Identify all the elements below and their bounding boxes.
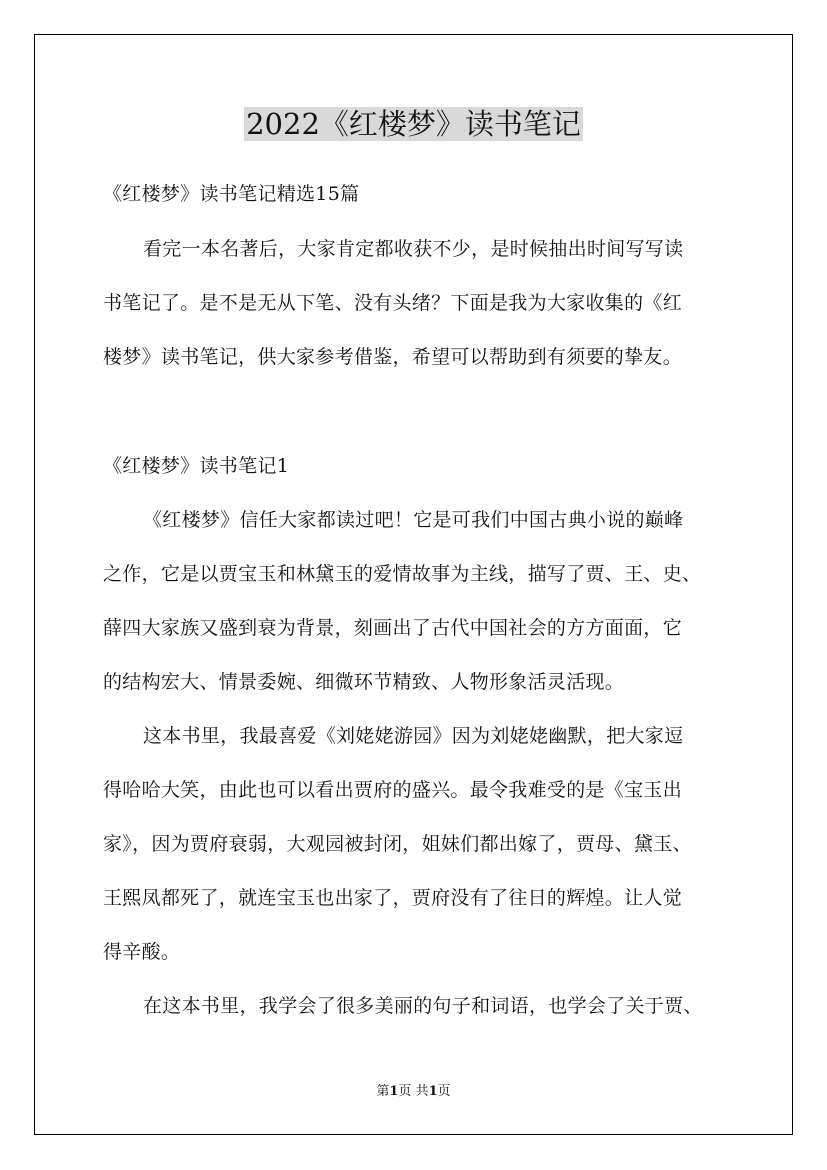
- body-line-1: 《红楼梦》信任大家都读过吧！它是可我们中国古典小说的巅峰: [143, 509, 684, 531]
- body-line-7: 家》，因为贾府衰弱，大观园被封闭，姐妹们都出嫁了，贾母、黛玉、: [103, 833, 692, 855]
- body-line-3: 薛四大家族又盛到衰为背景，刻画出了古代中国社会的方方面面，它: [103, 617, 683, 639]
- document-title-text: 2022《红楼梦》读书笔记: [246, 107, 581, 141]
- page-footer: [0, 1083, 827, 1101]
- intro-line-2: 书笔记了。是不是无从下笔、没有头绪？下面是我为大家收集的《红: [103, 292, 683, 314]
- footer-suffix: 页: [437, 1084, 451, 1099]
- intro-line-1: 看完一本名著后，大家肯定都收获不少，是时候抽出时间写写读: [143, 238, 684, 260]
- body-line-4: 的结构宏大、情景委婉、细微环节精致、人物形象活灵活现。: [103, 671, 625, 693]
- footer-current-page: 1: [389, 1084, 399, 1099]
- section-heading: 《红楼梦》读书笔记1: [103, 455, 290, 477]
- document-subtitle: 《红楼梦》读书笔记精选15篇: [103, 183, 360, 205]
- body-line-6: 得哈哈大笑，由此也可以看出贾府的盛兴。最令我难受的是《宝玉出: [103, 779, 683, 801]
- footer-prefix: 第: [376, 1084, 390, 1099]
- body-line-10: 在这本书里，我学会了很多美丽的句子和词语，也学会了关于贾、: [143, 995, 703, 1017]
- body-line-2: 之作，它是以贾宝玉和林黛玉的爱情故事为主线，描写了贾、王、史、: [103, 563, 702, 585]
- document-title: [0, 104, 827, 144]
- footer-mid: 页 共: [398, 1084, 429, 1099]
- body-line-9: 得辛酸。: [103, 941, 181, 963]
- intro-line-3: 楼梦》读书笔记，供大家参考借鉴，希望可以帮助到有须要的挚友。: [103, 346, 683, 368]
- body-line-8: 王熙凤都死了，就连宝玉也出家了，贾府没有了往日的辉煌。让人觉: [103, 887, 683, 909]
- body-line-5: 这本书里，我最喜爱《刘姥姥游园》因为刘姥姥幽默，把大家逗: [143, 725, 684, 747]
- footer-total-pages: 1: [428, 1084, 438, 1099]
